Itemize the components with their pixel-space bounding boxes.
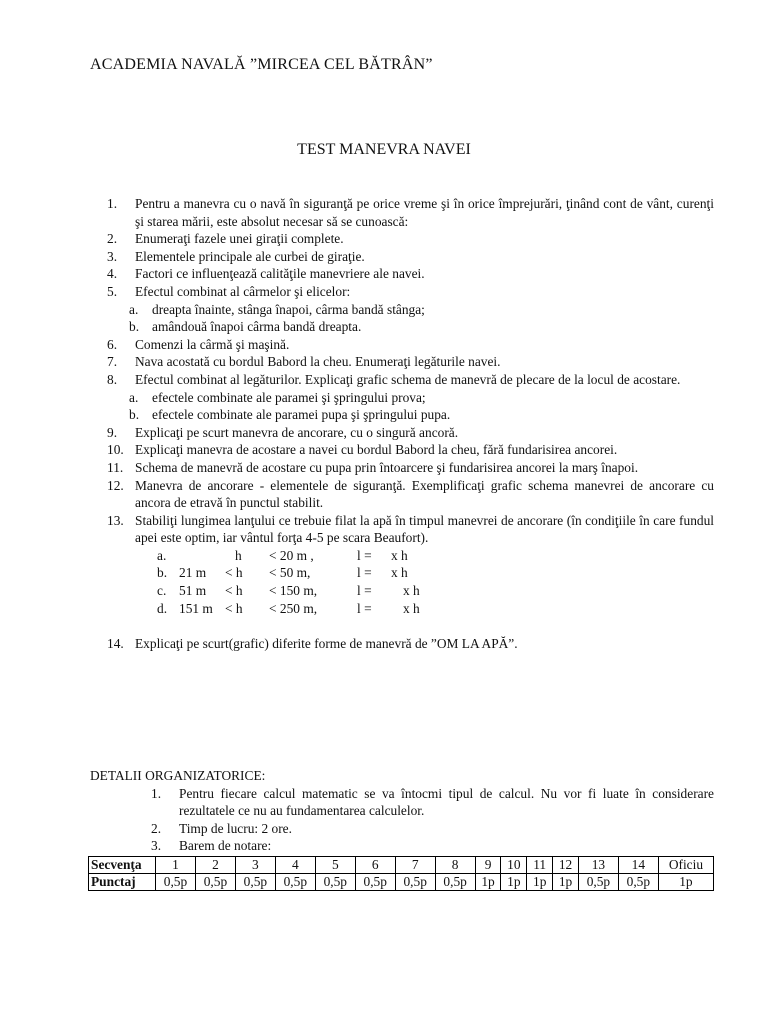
question-14 (107, 635, 714, 653)
length-formula: x h (403, 583, 420, 599)
question-9 (107, 424, 714, 442)
question-text: Stabiliţi lungimea lanţului ce trebuie filat la apă în timpul manevrei de ancorare (în condiţiile în care fundul apei este optim, iar vântul forţa 4-5 pe scara Beaufort). (135, 512, 714, 546)
points-cell: 0,5p (235, 874, 275, 891)
depth-symbol: h (235, 547, 242, 563)
question-text: Elementele principale ale curbei de giraţie. (135, 248, 365, 264)
question-5 (107, 283, 714, 301)
depth-symbol: < h (225, 600, 243, 616)
question-text: Schema de manevră de acostare cu pupa prin întoarcere şi fundarisirea ancorei la marş înapoi. (135, 459, 639, 475)
question-number: 2. (107, 231, 118, 247)
sequence-cell: 12 (553, 857, 579, 874)
sequence-cell: 1 (156, 857, 196, 874)
question-text: Nava acostată cu bordul Babord la cheu. Enumeraţi legăturile navei. (135, 354, 501, 370)
points-cell: 1p (501, 874, 527, 891)
question-number: 3. (107, 248, 118, 264)
length-formula: x h (403, 600, 420, 616)
question-7 (107, 353, 714, 371)
sequence-cell: 3 (235, 857, 275, 874)
sub-item-letter: b. (129, 407, 140, 423)
sequence-cell: 2 (195, 857, 235, 874)
sub-item-text: efectele combinate ale paramei şi şpringului prova; (152, 389, 426, 405)
question-number: 14. (107, 635, 124, 651)
question-text: Explicaţi pe scurt(grafic) diferite forme de manevră de ”OM LA APĂ”. (135, 635, 518, 651)
question-number: 13. (107, 512, 124, 528)
points-cell: 1p (553, 874, 579, 891)
sequence-cell: 7 (395, 857, 435, 874)
question-2 (107, 230, 714, 248)
chain-length-row-c (107, 582, 714, 600)
details-item-text: Barem de notare: (179, 838, 272, 854)
depth-to: < 150 m, (269, 583, 318, 599)
question-10 (107, 441, 714, 459)
question-list (107, 195, 714, 652)
length-symbol: l = (357, 547, 372, 563)
details-item-text: Pentru fiecare calcul matematic se va întocmi tipul de calcul. Nu vor fi luate în considerare rezultatele ce nu au fundamentarea calculelor. (179, 785, 714, 819)
sequence-cell: 13 (578, 857, 618, 874)
question-number: 9. (107, 424, 118, 440)
depth-from: 21 m (179, 565, 207, 581)
points-cell: 0,5p (195, 874, 235, 891)
points-row (89, 874, 714, 891)
row-letter: b. (157, 565, 168, 581)
institution-header: ACADEMIA NAVALĂ ”MIRCEA CEL BĂTRÂN” (90, 56, 433, 73)
sub-item-letter: a. (129, 389, 139, 405)
question-11 (107, 459, 714, 477)
depth-to: < 250 m, (269, 600, 318, 616)
question-text: Enumeraţi fazele unei giraţii complete. (135, 231, 344, 247)
sequence-row-label: Secvenţa (89, 857, 156, 874)
question-text: Manevra de ancorare - elementele de siguranţă. Exemplificaţi grafic schema manevrei de ancorare cu ancora de etravă în punctul stabilit. (135, 477, 714, 511)
question-text: Factori ce influenţează calităţile manevriere ale navei. (135, 266, 425, 282)
details-item-number: 1. (151, 785, 162, 801)
depth-to: < 50 m, (269, 565, 311, 581)
sub-item-letter: a. (129, 301, 139, 317)
question-text: Explicaţi manevra de acostare a navei cu bordul Babord la cheu, fără fundarisirea ancorei. (135, 442, 618, 458)
sub-item-text: amândouă înapoi cârma bandă dreapta. (152, 319, 362, 335)
points-cell: 1p (658, 874, 713, 891)
details-heading: DETALII ORGANIZATORICE: (90, 768, 266, 783)
question-text: Comenzi la cârmă şi maşină. (135, 336, 290, 352)
length-formula: x h (391, 565, 408, 581)
details-list (151, 785, 714, 855)
question-number: 8. (107, 371, 118, 387)
sequence-cell: 6 (355, 857, 395, 874)
points-cell: 1p (475, 874, 501, 891)
points-cell: 0,5p (315, 874, 355, 891)
question-number: 5. (107, 283, 118, 299)
points-cell: 0,5p (435, 874, 475, 891)
details-item-1 (151, 785, 714, 820)
question-1 (107, 195, 714, 230)
question-number: 6. (107, 336, 118, 352)
test-title: TEST MANEVRA NAVEI (297, 141, 471, 158)
length-symbol: l = (357, 600, 372, 616)
question-number: 12. (107, 477, 124, 493)
question-6 (107, 336, 714, 354)
question-text: Explicaţi pe scurt manevra de ancorare, cu o singură ancoră. (135, 424, 459, 440)
sub-item-text: dreapta înainte, stânga înapoi, cârma bandă stânga; (152, 301, 425, 317)
chain-length-row-a (107, 547, 714, 565)
row-letter: c. (157, 583, 167, 599)
question-3 (107, 248, 714, 266)
length-symbol: l = (357, 565, 372, 581)
question-text: Efectul combinat al cârmelor şi elicelor: (135, 283, 351, 299)
depth-symbol: < h (225, 565, 243, 581)
sub-item-5a (107, 301, 714, 319)
length-symbol: l = (357, 583, 372, 599)
question-number: 11. (107, 459, 124, 475)
question-number: 10. (107, 442, 124, 458)
details-item-number: 2. (151, 820, 162, 836)
sub-item-8a (107, 389, 714, 407)
grading-table (88, 856, 714, 891)
sequence-cell: 4 (275, 857, 315, 874)
question-13 (107, 512, 714, 547)
sequence-cell: 11 (527, 857, 553, 874)
question-text: Efectul combinat al legăturilor. Explicaţi grafic schema de manevră de plecare de la locul de acostare. (135, 371, 681, 387)
details-item-3 (151, 837, 714, 855)
row-letter: d. (157, 600, 168, 616)
points-cell: 0,5p (355, 874, 395, 891)
depth-from: 51 m (179, 583, 207, 599)
details-item-text: Timp de lucru: 2 ore. (179, 820, 292, 836)
details-item-number: 3. (151, 838, 162, 854)
row-letter: a. (157, 547, 167, 563)
question-text: Pentru a manevra cu o navă în siguranţă pe orice vreme şi în orice împrejurări, ţinând cont de vânt, curenţi şi starea mării, este absolut necesar să se cunoască: (135, 196, 714, 229)
sequence-cell: 14 (618, 857, 658, 874)
points-cell: 1p (527, 874, 553, 891)
points-cell: 0,5p (618, 874, 658, 891)
question-4 (107, 265, 714, 283)
points-cell: 0,5p (578, 874, 618, 891)
length-formula: x h (391, 547, 408, 563)
question-number: 4. (107, 266, 118, 282)
depth-symbol: < h (225, 583, 243, 599)
points-row-label: Punctaj (89, 874, 156, 891)
sequence-row (89, 857, 714, 874)
details-item-2 (151, 820, 714, 838)
depth-from: 151 m (179, 600, 213, 616)
sequence-cell: 5 (315, 857, 355, 874)
sub-item-letter: b. (129, 319, 140, 335)
question-12 (107, 477, 714, 512)
depth-to: < 20 m , (269, 547, 314, 563)
chain-length-row-b (107, 564, 714, 582)
points-cell: 0,5p (395, 874, 435, 891)
sequence-cell: 9 (475, 857, 501, 874)
organizational-details (90, 767, 714, 855)
sequence-cell: Oficiu (658, 857, 713, 874)
question-number: 7. (107, 354, 118, 370)
points-cell: 0,5p (275, 874, 315, 891)
sequence-cell: 10 (501, 857, 527, 874)
points-cell: 0,5p (156, 874, 196, 891)
sub-item-text: efectele combinate ale paramei pupa şi şpringului pupa. (152, 407, 451, 423)
question-number: 1. (107, 196, 118, 211)
sub-item-8b (107, 406, 714, 424)
sequence-cell: 8 (435, 857, 475, 874)
question-8 (107, 371, 714, 389)
sub-item-5b (107, 318, 714, 336)
chain-length-row-d (107, 600, 714, 618)
